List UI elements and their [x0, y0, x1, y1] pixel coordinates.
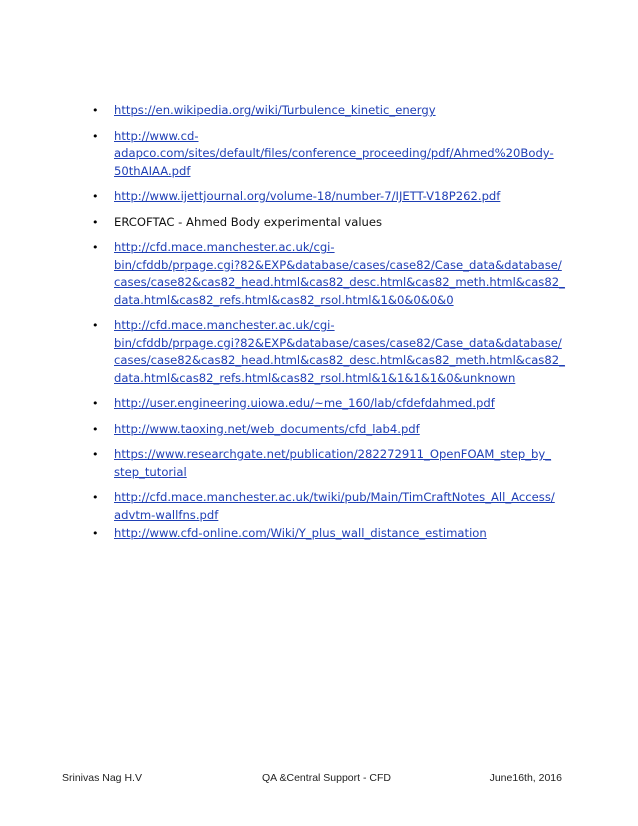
reference-text [114, 214, 572, 232]
reference-item [92, 525, 572, 543]
reference-link[interactable] [114, 128, 572, 181]
bullet-icon: • [92, 104, 99, 117]
reference-item [92, 446, 572, 481]
reference-line: adapco.com/sites/default/files/conference_proceeding/pdf/Ahmed%20Body- [114, 146, 554, 160]
reference-line: 50thAIAA.pdf [114, 163, 191, 178]
reference-item [92, 128, 572, 181]
reference-link[interactable] [114, 188, 572, 206]
reference-line: http://cfd.mace.manchester.ac.uk/cgi- [114, 240, 335, 254]
footer-author: Srinivas Nag H.V [62, 772, 142, 784]
bullet-icon: • [92, 448, 99, 461]
reference-line: advtm-wallfns.pdf [114, 507, 219, 522]
bullet-icon: • [92, 422, 99, 436]
bullet-icon: • [92, 241, 99, 254]
reference-line: https://www.researchgate.net/publication/282272911_OpenFOAM_step_by_ [114, 447, 552, 461]
bullet-icon: • [92, 190, 99, 203]
reference-list [92, 102, 572, 551]
bullet-icon: • [92, 527, 99, 540]
reference-line: cases/case82&cas82_head.html&cas82_desc.html&cas82_meth.html&cas82_ [114, 275, 565, 289]
bullet-icon: • [92, 491, 99, 504]
reference-item [92, 489, 572, 524]
reference-item [92, 395, 572, 413]
bullet-icon: • [92, 129, 99, 143]
page-footer [62, 772, 562, 788]
bullet-icon: • [92, 397, 99, 410]
reference-item [92, 239, 572, 309]
reference-line: http://www.cd- [114, 128, 199, 143]
reference-line: http://cfd.mace.manchester.ac.uk/twiki/pub/Main/TimCraftNotes_All_Access/ [114, 490, 555, 504]
reference-item [92, 317, 572, 387]
reference-line: http://www.ijettjournal.org/volume-18/number-7/IJETT-V18P262.pdf [114, 189, 501, 203]
reference-line: http://cfd.mace.manchester.ac.uk/cgi- [114, 318, 335, 332]
footer-date: June16th, 2016 [489, 772, 562, 784]
reference-line: step_tutorial [114, 464, 187, 479]
reference-line: https://en.wikipedia.org/wiki/Turbulence_kinetic_energy [114, 103, 436, 117]
reference-line: http://www.taoxing.net/web_documents/cfd_lab4.pdf [114, 421, 420, 436]
reference-line: bin/cfddb/prpage.cgi?82&EXP&database/cases/case82/Case_data&database/ [114, 335, 562, 350]
reference-link[interactable] [114, 239, 572, 309]
reference-line: http://user.engineering.uiowa.edu/~me_160/lab/cfdefdahmed.pdf [114, 396, 495, 410]
reference-line: ERCOFTAC - Ahmed Body experimental values [114, 214, 383, 229]
reference-line: bin/cfddb/prpage.cgi?82&EXP&database/cases/case82/Case_data&database/ [114, 257, 562, 272]
reference-item [92, 102, 572, 120]
footer-department: QA &Central Support - CFD [262, 772, 391, 784]
reference-link[interactable] [114, 421, 572, 439]
reference-link[interactable] [114, 395, 572, 413]
bullet-icon: • [92, 215, 99, 229]
reference-link[interactable] [114, 446, 572, 481]
reference-line: cases/case82&cas82_head.html&cas82_desc.html&cas82_meth.html&cas82_ [114, 353, 565, 367]
reference-line: data.html&cas82_refs.html&cas82_rsol.html&1&1&1&1&0&unknown [114, 370, 516, 385]
bullet-icon: • [92, 319, 99, 332]
reference-item [92, 214, 572, 232]
reference-link[interactable] [114, 525, 572, 543]
reference-line: http://www.cfd-online.com/Wiki/Y_plus_wall_distance_estimation [114, 526, 487, 540]
reference-link[interactable] [114, 317, 572, 387]
reference-item [92, 188, 572, 206]
reference-link[interactable] [114, 102, 572, 120]
reference-item [92, 421, 572, 439]
reference-line: data.html&cas82_refs.html&cas82_rsol.html&1&0&0&0&0 [114, 292, 454, 307]
reference-link[interactable] [114, 489, 572, 524]
